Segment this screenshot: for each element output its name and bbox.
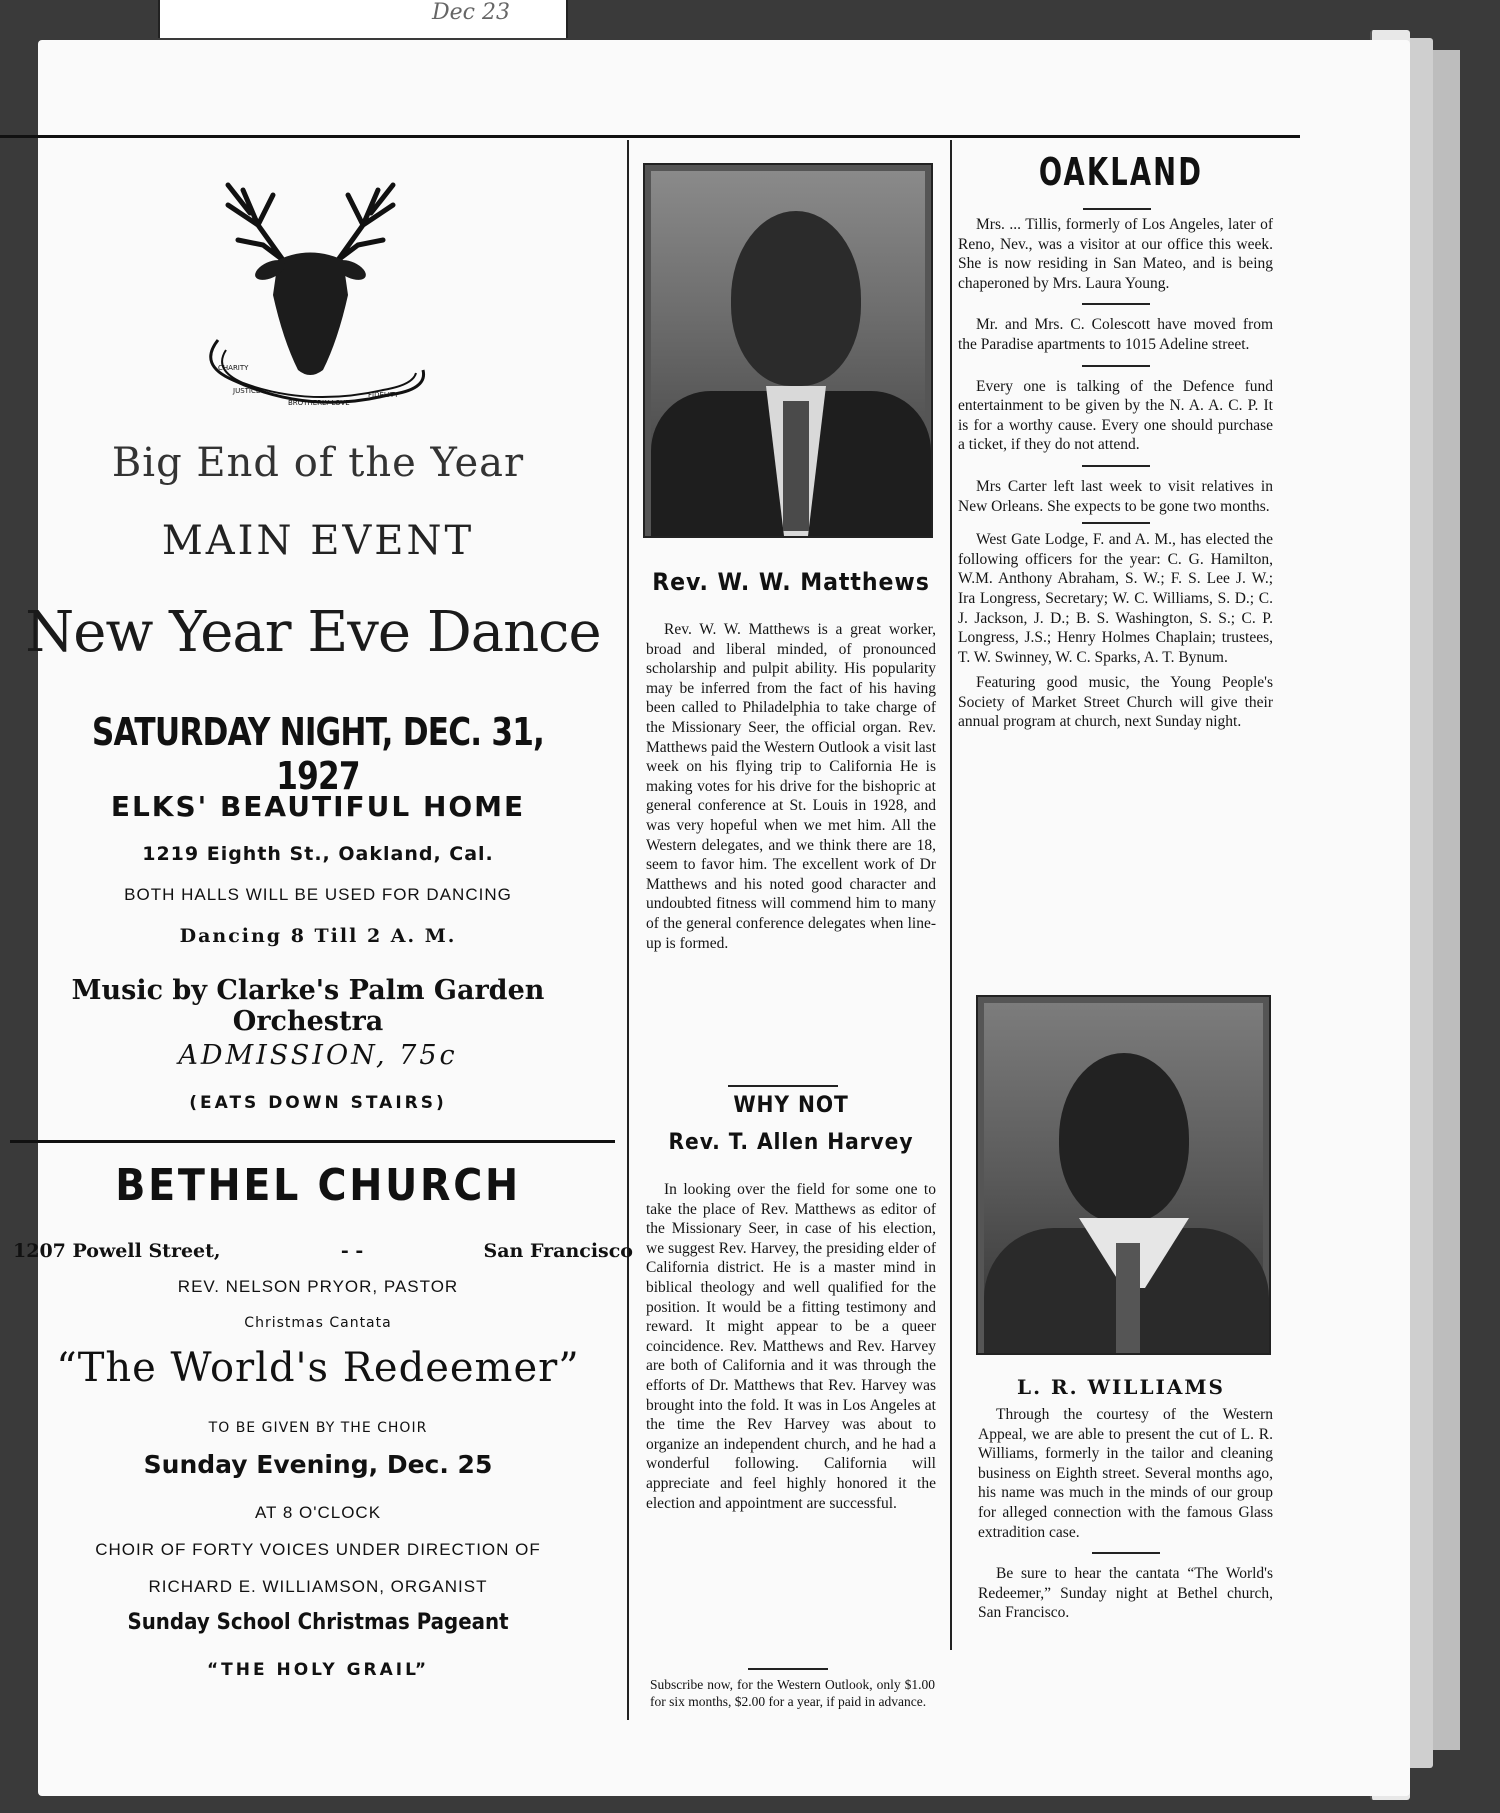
oakland-item: West Gate Lodge, F. and A. M., has elected the following officers for the year: C. G. Hamilton, W.M. Anthony Abraham, S. W.; F. S. Lee J. W.; Ira Longress, Secretary; W. C. Williams, S. D.; C. J. Jackson, J. D.; B. S. Washington, S. S.; C. P. Longress, J.S.; Henry Holmes Chaplain; trustees, T. W. Swinney, W. C. Sparks, A. T. Bynum. bbox=[958, 531, 1273, 666]
section-rule bbox=[1082, 465, 1150, 467]
section-rule bbox=[1082, 522, 1150, 524]
oakland-item: Every one is talking of the Defence fund entertainment to be given by the N. A. A. C. P. It is for a worthy cause. Every one should purchase a ticket, if they do not attend. bbox=[958, 377, 1273, 454]
ad-halls: BOTH HALLS WILL BE USED FOR DANCING bbox=[124, 885, 512, 904]
emblem-label: BROTHERLY LOVE bbox=[288, 399, 350, 407]
top-rule bbox=[0, 135, 1300, 138]
matthews-article bbox=[646, 620, 936, 953]
matthews-heading: Rev. W. W. Matthews bbox=[652, 568, 930, 596]
harvey-article bbox=[646, 1180, 936, 1513]
section-rule bbox=[748, 1668, 828, 1670]
cantata-title: “The World's Redeemer” bbox=[56, 1345, 580, 1391]
page-content bbox=[13, 40, 1378, 1796]
ad-hours: Dancing 8 Till 2 A. M. bbox=[179, 925, 457, 947]
emblem-label: JUSTICE bbox=[233, 387, 261, 395]
ad-venue: ELKS' BEAUTIFUL HOME bbox=[110, 790, 526, 823]
church-pageant: Sunday School Christmas Pageant bbox=[127, 1610, 509, 1635]
oakland-item: Featuring good music, the Young People's Society of Market Street Church will give their annual program at church, next Sunday night. bbox=[958, 674, 1273, 731]
williams-note: Be sure to hear the cantata “The World's Redeemer,” Sunday night at Bethel church, San Francisco. bbox=[978, 1565, 1273, 1622]
church-address-row bbox=[13, 1240, 633, 1262]
column-divider bbox=[950, 140, 952, 1650]
section-rule bbox=[1082, 303, 1150, 305]
church-given-by: TO BE GIVEN BY THE CHOIR bbox=[208, 1420, 428, 1436]
church-organist: RICHARD E. WILLIAMSON, ORGANIST bbox=[148, 1577, 488, 1596]
ad-admission: ADMISSION, 75c bbox=[178, 1040, 458, 1071]
emblem-label: CHARITY bbox=[218, 364, 249, 372]
portrait-tie bbox=[783, 401, 809, 531]
top-tab-paper bbox=[158, 0, 568, 38]
ad-separator bbox=[10, 1140, 615, 1143]
harvey-heading-1: WHY NOT bbox=[733, 1093, 849, 1118]
oakland-item: Mrs Carter left last week to visit relatives in New Orleans. She expects to be gone two months. bbox=[958, 477, 1273, 515]
ad-address: 1219 Eighth St., Oakland, Cal. bbox=[142, 843, 494, 865]
ad-eats: (EATS DOWN STAIRS) bbox=[189, 1093, 447, 1113]
handwritten-note: Dec 23 bbox=[432, 0, 510, 25]
church-when: Sunday Evening, Dec. 25 bbox=[143, 1450, 493, 1479]
church-pastor: REV. NELSON PRYOR, PASTOR bbox=[177, 1277, 459, 1296]
address-dashes: - - bbox=[340, 1240, 364, 1262]
elk-head-icon bbox=[188, 165, 438, 420]
williams-article bbox=[978, 1405, 1273, 1623]
church-time: AT 8 O'CLOCK bbox=[254, 1503, 382, 1522]
harvey-heading-2: Rev. T. Allen Harvey bbox=[668, 1130, 914, 1155]
portrait-tie bbox=[1116, 1243, 1140, 1353]
williams-portrait bbox=[976, 995, 1271, 1355]
williams-heading: L. R. WILLIAMS bbox=[1017, 1375, 1225, 1399]
emblem-label: FIDELITY bbox=[368, 391, 399, 399]
ad-date: SATURDAY NIGHT, DEC. 31, 1927 bbox=[91, 710, 545, 798]
harvey-body: In looking over the field for some one to take the place of Rev. Matthews as editor of the Missionary Seer, in case of his election, we suggest Rev. Harvey, the presiding elder of California district. He is a master mind in biblical theology and well qualified for the position. It would be a fitting testimony and reward. It might appear to be a queer coincidence. Rev. Matthews and Rev. Harvey are both of California and it was through the efforts of Dr. Matthews that Rev. Harvey was brought into the fold. It was in Los Angeles at the time the Rev Harvey was about to organize an independent church, and he had a wonderful following. California will appreciate and feel highly honored it the election and appointment are successful. bbox=[646, 1181, 936, 1512]
ad-headline-1: Big End of the Year bbox=[111, 440, 525, 486]
church-city: San Francisco bbox=[483, 1240, 633, 1262]
oakland-item: Mrs. ... Tillis, formerly of Los Angeles, later of Reno, Nev., was a visitor at our office this week. She is now residing in San Mateo, and is being chaperoned by Mrs. Laura Young. bbox=[958, 216, 1273, 292]
church-cantata: Christmas Cantata bbox=[244, 1315, 392, 1331]
oakland-item: Mr. and Mrs. C. Colescott have moved from the Paradise apartments to 1015 Adeline street. bbox=[958, 316, 1273, 353]
church-street: 1207 Powell Street, bbox=[13, 1240, 221, 1262]
section-rule bbox=[728, 1085, 838, 1087]
section-rule bbox=[1082, 365, 1150, 367]
ad-headline-3: New Year Eve Dance bbox=[25, 600, 601, 665]
elks-emblem bbox=[188, 165, 438, 420]
church-choir: CHOIR OF FORTY VOICES UNDER DIRECTION OF bbox=[95, 1540, 541, 1559]
portrait-head bbox=[1059, 1053, 1189, 1223]
section-rule bbox=[1092, 1552, 1160, 1554]
section-rule bbox=[1083, 208, 1151, 210]
oakland-column bbox=[958, 215, 1273, 732]
ad-headline-2: MAIN EVENT bbox=[161, 518, 475, 564]
matthews-portrait bbox=[643, 163, 933, 538]
church-title: BETHEL CHURCH bbox=[115, 1160, 521, 1211]
column-divider bbox=[627, 140, 629, 1720]
church-grail: “THE HOLY GRAIL” bbox=[206, 1660, 430, 1680]
ad-music: Music by Clarke's Palm Garden Orchestra bbox=[71, 975, 545, 1037]
subscribe-note: Subscribe now, for the Western Outlook, only $1.00 for six months, $2.00 for a year, if paid in advance. bbox=[650, 1677, 935, 1709]
matthews-body: Rev. W. W. Matthews is a great worker, broad and liberal minded, of pronounced scholarship and pulpit ability. His popularity may be inferred from the fact of his having been called to Philadelphia to take charge of the Missionary Seer, the official organ. Rev. Matthews paid the Western Outlook a visit last week on his flying trip to California He is making votes for his drive for the bishopric at general conference at St. Louis in 1928, and was very hopeful when we met him. All the Western delegates, and we think there are 18, seem to favor him. The excellent work of Dr Matthews and his noted good character and undoubted fitness will commend him to many of the general conference delegates when line-up is formed. bbox=[646, 621, 936, 952]
oakland-heading: OAKLAND bbox=[1038, 150, 1204, 194]
portrait-head bbox=[731, 211, 861, 386]
williams-body: Through the courtesy of the Western Appeal, we are able to present the cut of L. R. Williams, formerly in the tailor and cleaning business on Eighth street. Several months ago, his name was much in the minds of our group for alleged connection with the famous Glass extradition case. bbox=[978, 1406, 1273, 1541]
